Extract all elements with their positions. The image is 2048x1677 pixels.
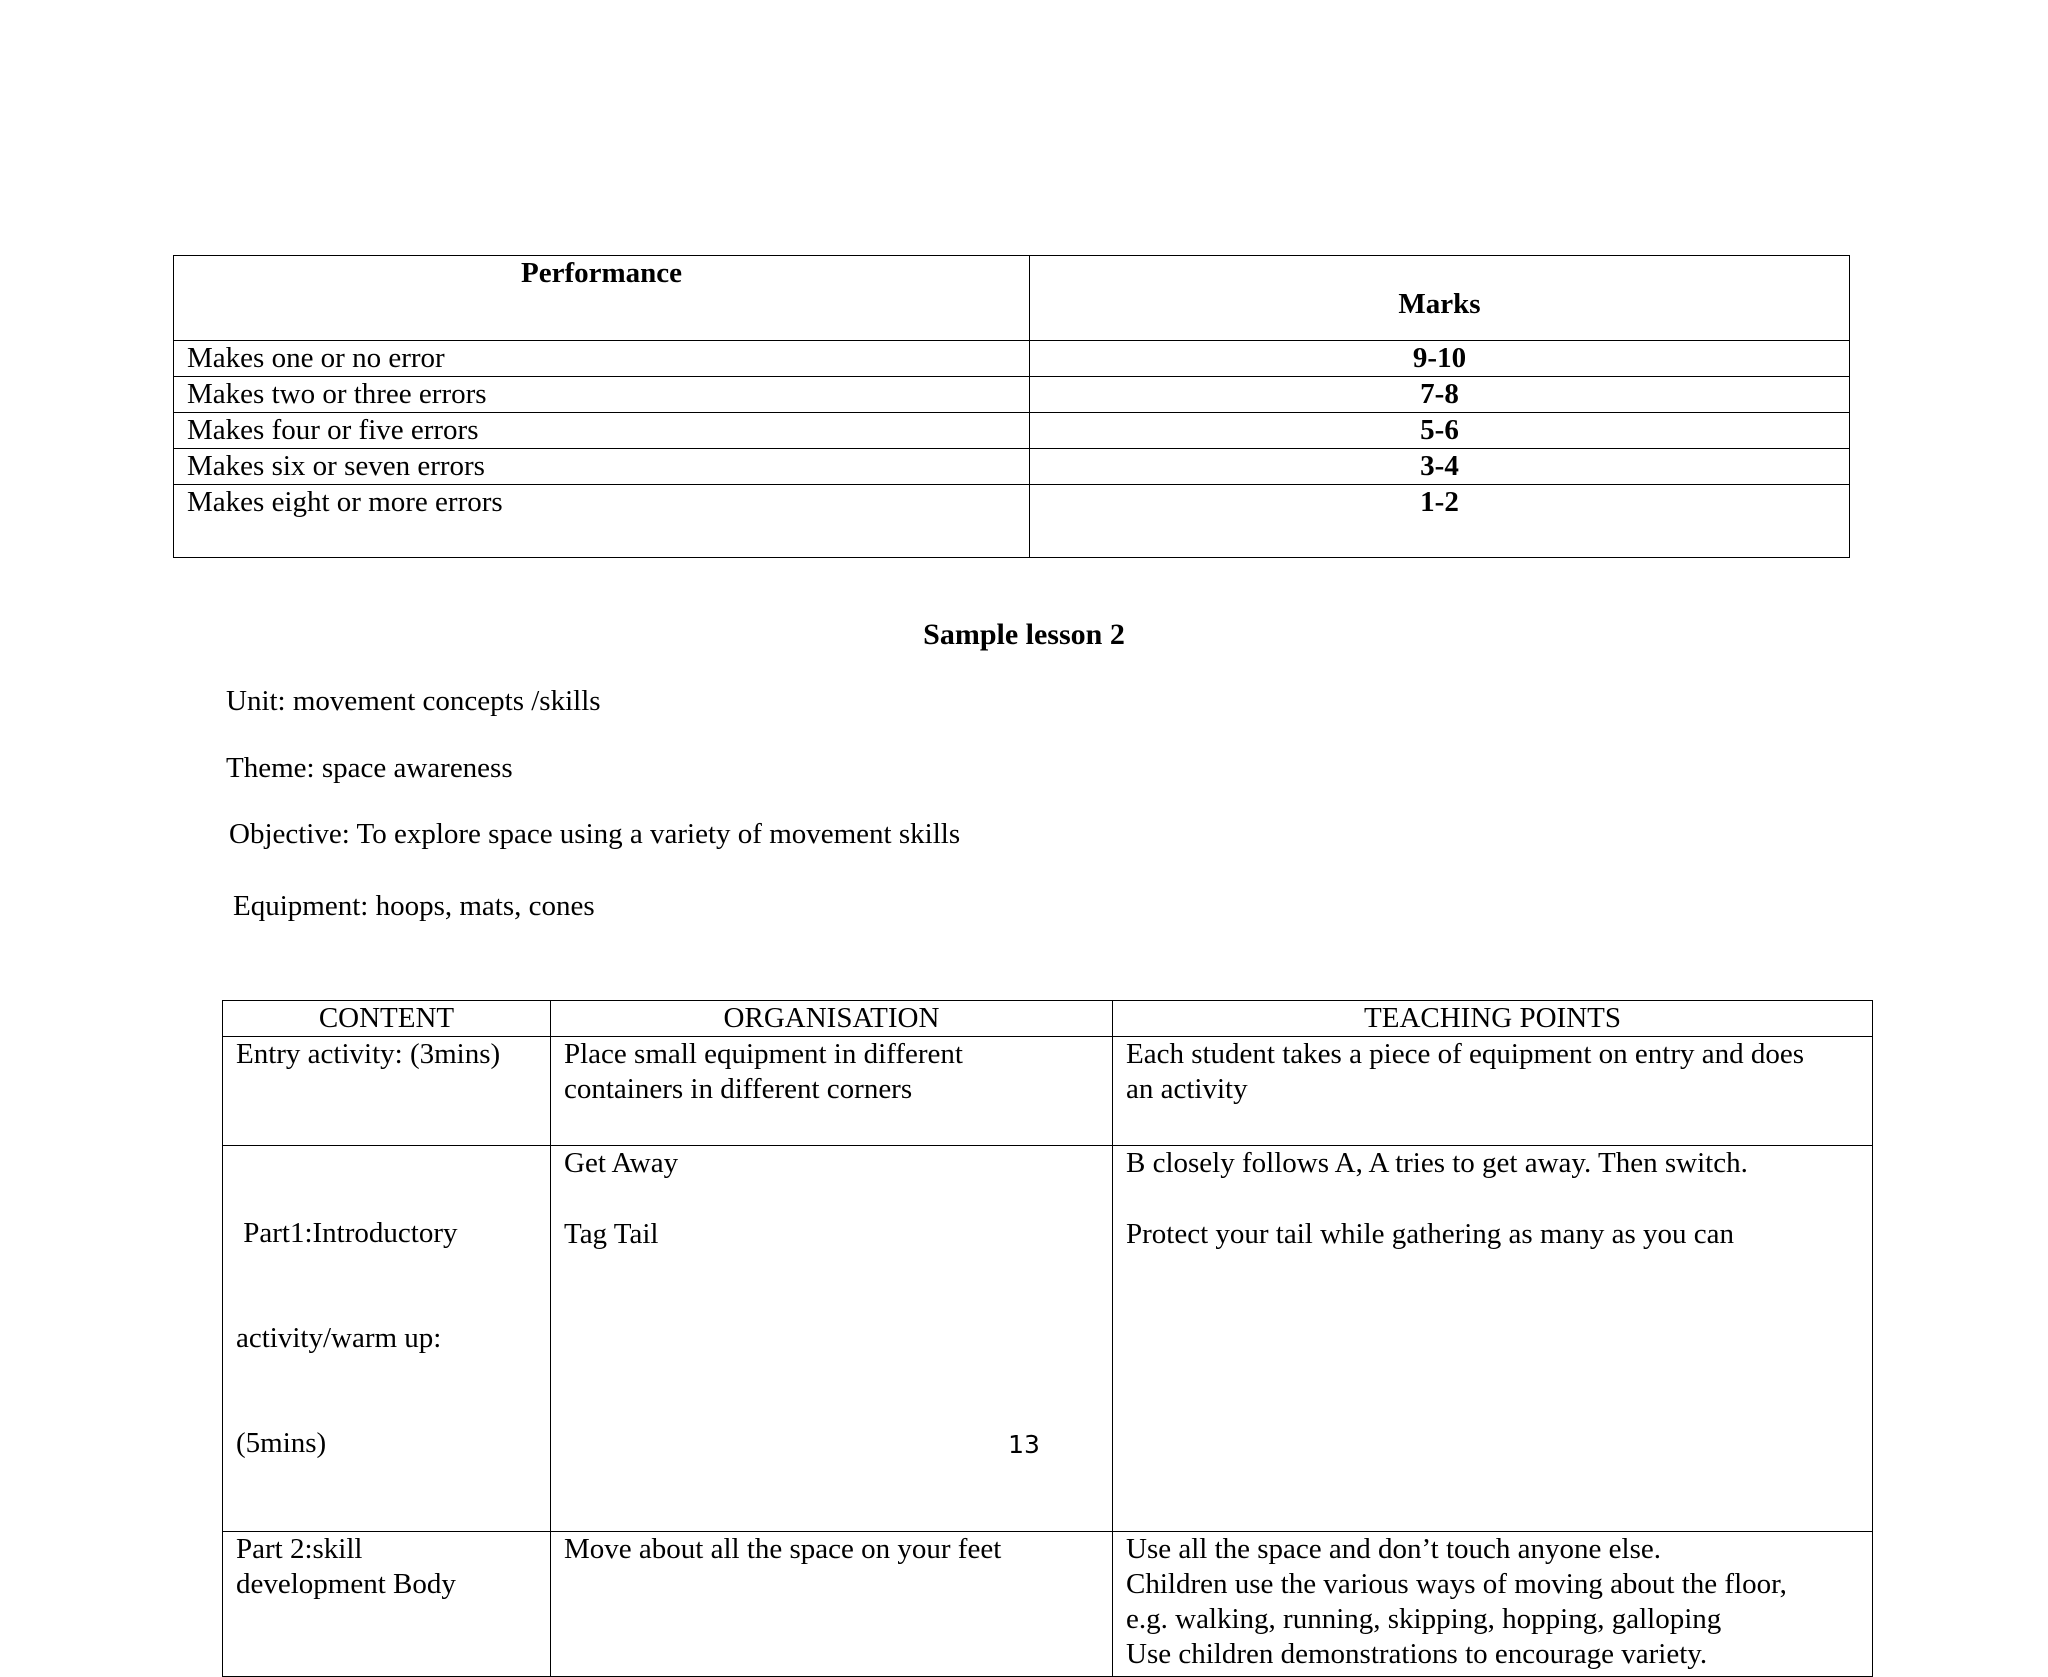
marks-cell: 7-8: [1030, 377, 1850, 413]
table-row: [223, 1146, 1873, 1532]
content-line: Part1:Introductory: [236, 1217, 458, 1249]
table-row: [223, 1037, 1873, 1146]
performance-cell: Makes two or three errors: [174, 377, 1030, 413]
lesson-plan-table: [222, 1000, 1873, 1677]
lesson-equipment: Equipment: hoops, mats, cones: [233, 890, 595, 922]
table-row: [174, 413, 1850, 449]
content-line: Entry activity: (3mins): [236, 1038, 501, 1070]
content-cell: [223, 1532, 551, 1677]
marks-cell: 3-4: [1030, 449, 1850, 485]
marks-cell: 5-6: [1030, 413, 1850, 449]
lesson-theme: Theme: space awareness: [226, 752, 513, 784]
content-cell: [223, 1146, 551, 1532]
content-line: activity/warm up:: [236, 1322, 442, 1354]
organisation-line: Place small equipment in different: [564, 1038, 963, 1070]
performance-cell: Makes six or seven errors: [174, 449, 1030, 485]
page-number: 13: [1008, 1430, 1040, 1459]
teaching-points-cell: [1113, 1146, 1873, 1532]
marks-cell: 1-2: [1030, 485, 1850, 558]
lesson-unit: Unit: movement concepts /skills: [226, 685, 601, 717]
organisation-line: Get Away: [564, 1147, 679, 1179]
organisation-header: ORGANISATION: [551, 1001, 1113, 1037]
organisation-cell: [551, 1146, 1113, 1532]
marks-cell: 9-10: [1030, 341, 1850, 377]
marks-table: [173, 255, 1850, 558]
teaching-point-line: e.g. walking, running, skipping, hopping, galloping: [1126, 1603, 1722, 1635]
lesson-objective: Objective: To explore space using a variety of movement skills: [229, 818, 961, 850]
teaching-point-line: Use children demonstrations to encourage variety.: [1126, 1638, 1708, 1670]
performance-header: Performance: [174, 256, 1030, 341]
teaching-point-line: Children use the various ways of moving about the floor,: [1126, 1568, 1787, 1600]
organisation-cell: [551, 1532, 1113, 1677]
marks-header: Marks: [1030, 256, 1850, 341]
teaching-point-line: Use all the space and don’t touch anyone else.: [1126, 1533, 1661, 1565]
content-line: Part 2:skill: [236, 1533, 363, 1565]
teaching-points-cell: [1113, 1532, 1873, 1677]
performance-cell: Makes four or five errors: [174, 413, 1030, 449]
teaching-points-cell: [1113, 1037, 1873, 1146]
marks-table-header: [174, 256, 1850, 341]
table-row: [174, 449, 1850, 485]
lesson-title: Sample lesson 2: [923, 618, 1125, 651]
table-row: [174, 377, 1850, 413]
performance-cell: Makes one or no error: [174, 341, 1030, 377]
teaching-point-line: Protect your tail while gathering as many as you can: [1126, 1218, 1735, 1250]
teaching-points-header: TEACHING POINTS: [1113, 1001, 1873, 1037]
table-row: [174, 341, 1850, 377]
organisation-line: containers in different corners: [564, 1073, 913, 1105]
performance-cell: Makes eight or more errors: [174, 485, 1030, 558]
organisation-line: Tag Tail: [564, 1218, 659, 1250]
teaching-point-line: B closely follows A, A tries to get away. Then switch.: [1126, 1147, 1748, 1179]
table-row: [174, 485, 1850, 558]
teaching-point-line: an activity: [1126, 1073, 1248, 1105]
content-header: CONTENT: [223, 1001, 551, 1037]
organisation-line: Move about all the space on your feet: [564, 1533, 1002, 1565]
table-row: [223, 1532, 1873, 1677]
lesson-table-header: [223, 1001, 1873, 1037]
content-cell: [223, 1037, 551, 1146]
content-line: development Body: [236, 1568, 456, 1600]
organisation-cell: [551, 1037, 1113, 1146]
teaching-point-line: Each student takes a piece of equipment on entry and does: [1126, 1038, 1805, 1070]
content-line: (5mins): [236, 1427, 327, 1459]
